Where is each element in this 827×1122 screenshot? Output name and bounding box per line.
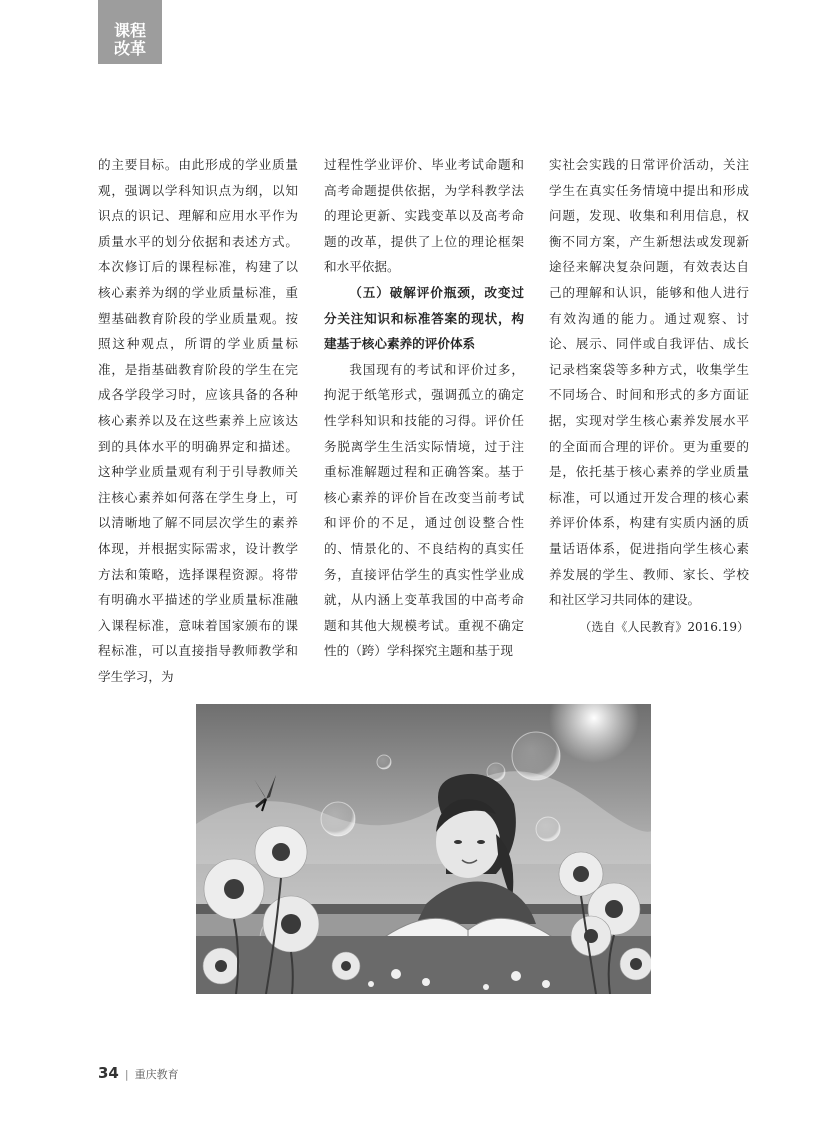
magazine-name: 重庆教育 bbox=[134, 1068, 179, 1081]
paragraph: 我国现有的考试和评价过多，拘泥于纸笔形式，强调孤立的确定性学科知识和技能的习得。评价任务脱离学生生活实际情境，过于注重标准解题过程和正确答案。基于核心素养的评价旨在改变当前考试和评价的不足，通过创设整合性的、情景化的、不良结构的真实任务，直接评估学生的真实性学业成就，从内涵上变革我国的中高考命题和其他大规模考试。重视不确定性的（跨）学科探究主题和基于现 bbox=[324, 361, 524, 659]
page-number: 34 bbox=[98, 1064, 119, 1082]
paragraph: 实社会实践的日常评价活动，关注学生在真实任务情境中提出和形成问题，发现、收集和利用信息，权衡不同方案，产生新想法或发现新途径来解决复杂问题，有效表达自己的理解和认识，能够和他人进行有效沟通的能力。通过观察、讨论、展示、同伴或自我评估、成长记录档案袋等多种方式，收集学生不同场合、时间和形式的多方面证据，实现对学生核心素养发展水平的全面而合理的评价。更为重要的是，依托基于核心素养的学业质量标准，可以通过开发合理的核心素养评价体系，构建有实质内涵的质量话语体系，促进指向学生核心素养发展的学生、教师、家长、学校和社区学习共同体的建设。 bbox=[549, 157, 749, 608]
section-tag-line1: 课程 bbox=[113, 21, 146, 40]
section-heading: （五）破解评价瓶颈，改变过分关注知识和标准答案的现状，构建基于核心素养的评价体系 bbox=[324, 284, 524, 352]
girl-with-daisies-image bbox=[196, 704, 651, 994]
page-footer bbox=[98, 1064, 179, 1082]
section-tag-line2: 改革 bbox=[113, 39, 146, 58]
illustration-photo bbox=[196, 704, 651, 994]
column-1 bbox=[98, 152, 298, 689]
column-3 bbox=[549, 152, 749, 640]
paragraph: 的主要目标。由此形成的学业质量观，强调以学科知识点为纲，以知识点的识记、理解和应用水平作为质量水平的划分依据和表述方式。本次修订后的课程标准，构建了以核心素养为纲的学业质量标准，重塑基础教育阶段的学业质量观。按照这种观点，所谓的学业质量标准，是指基础教育阶段的学生在完成各学段学习时，应该具备的各种核心素养以及在这些素养上应该达到的具体水平的明确界定和描述。这种学业质量观有利于引导教师关注核心素养如何落在学生身上，可以清晰地了解不同层次学生的素养体现，并根据实际需求，设计教学方法和策略，选择课程资源。将带有明确水平描述的学业质量标准融入课程标准，意味着国家颁布的课程标准，可以直接指导教师教学和学生学习，为 bbox=[98, 157, 298, 684]
column-2 bbox=[324, 152, 524, 664]
source-citation: （选自《人民教育》2016.19） bbox=[579, 619, 749, 634]
footer-separator: | bbox=[124, 1068, 129, 1081]
paragraph: 过程性学业评价、毕业考试命题和高考命题提供依据，为学科教学法的理论更新、实践变革以及高考命题的改革，提供了上位的理论框架和水平依据。 bbox=[324, 157, 524, 275]
section-tag bbox=[98, 0, 162, 64]
